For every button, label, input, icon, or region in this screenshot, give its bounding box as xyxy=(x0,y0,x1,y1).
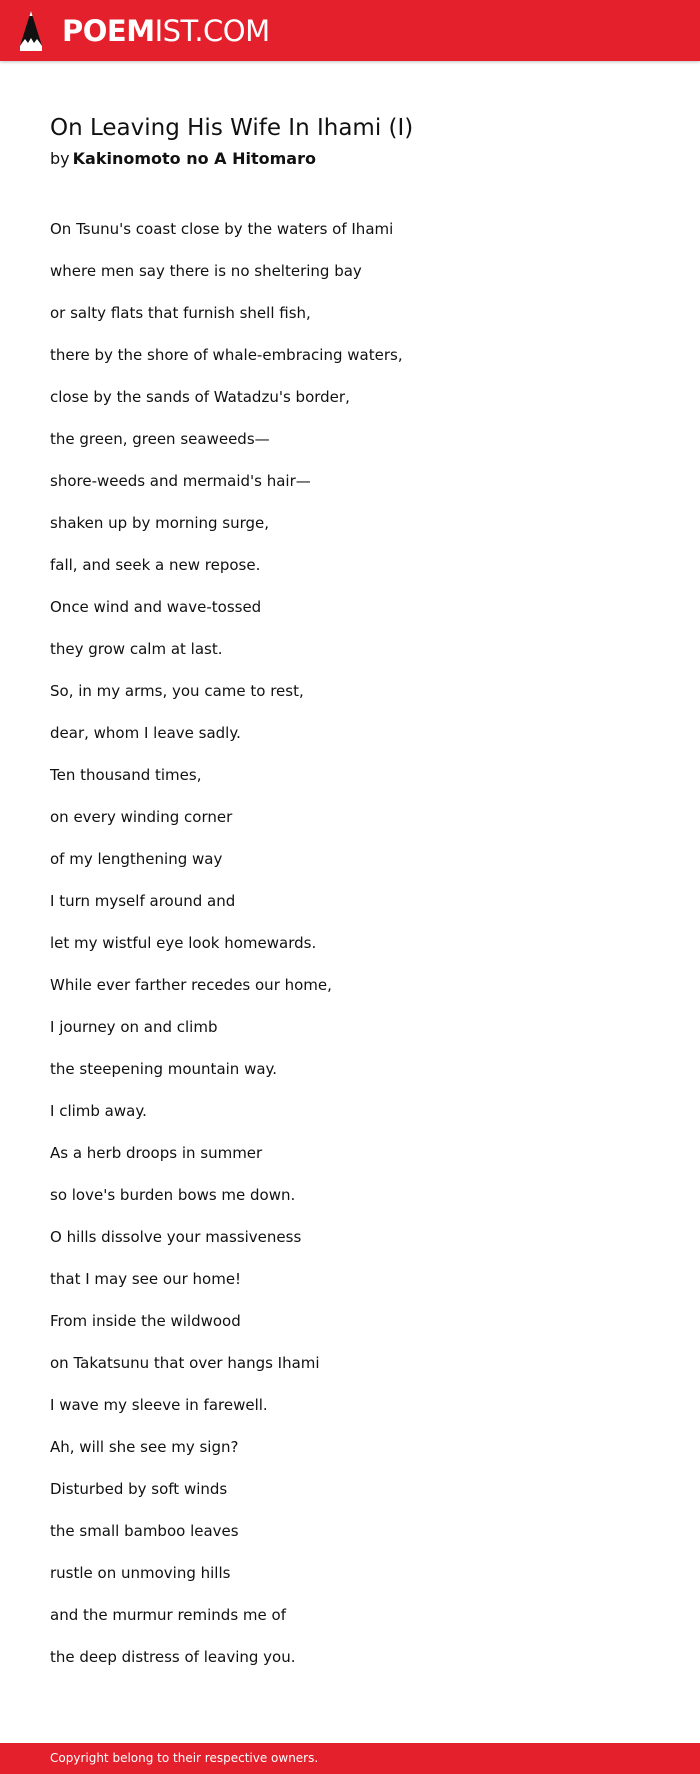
site-header xyxy=(0,0,700,61)
site-footer xyxy=(0,1743,700,1774)
poem-body xyxy=(50,218,650,1688)
poem-line: or salty flats that furnish shell fish, xyxy=(50,304,311,322)
poem-line: While ever farther recedes our home, xyxy=(50,976,332,994)
poem-line: the deep distress of leaving you. xyxy=(50,1648,296,1666)
poem-line: shaken up by morning surge, xyxy=(50,514,270,532)
poem-line: let my wistful eye look homewards. xyxy=(50,934,317,952)
poem-line: From inside the wildwood xyxy=(50,1312,241,1330)
poem-line: so love's burden bows me down. xyxy=(50,1186,296,1204)
poem-line: O hills dissolve your massiveness xyxy=(50,1228,302,1246)
poem-line: So, in my arms, you came to rest, xyxy=(50,682,304,700)
poem-line: fall, and seek a new repose. xyxy=(50,556,261,574)
poem-byline xyxy=(50,149,316,168)
poem-line: As a herb droops in summer xyxy=(50,1144,263,1162)
copyright-text: Copyright belong to their respective owners. xyxy=(50,1751,319,1765)
poem-line: and the murmur reminds me of xyxy=(50,1606,286,1624)
poem-line: the small bamboo leaves xyxy=(50,1522,239,1540)
poem-author: Kakinomoto no A Hitomaro xyxy=(72,149,316,168)
poem-line: Once wind and wave-tossed xyxy=(50,598,262,616)
poem-line: close by the sands of Watadzu's border, xyxy=(50,388,350,406)
logo-light-text: IST.COM xyxy=(154,13,270,48)
poem-line: there by the shore of whale-embracing waters, xyxy=(50,346,403,364)
poem-line: on every winding corner xyxy=(50,808,233,826)
poem-line: I journey on and climb xyxy=(50,1018,218,1036)
poem-line: I turn myself around and xyxy=(50,892,236,910)
poem-line: Disturbed by soft winds xyxy=(50,1480,228,1498)
pen-nib-icon xyxy=(18,10,44,52)
poem-line: they grow calm at last. xyxy=(50,640,223,658)
site-logo-link[interactable] xyxy=(18,9,270,53)
poem-line: dear, whom I leave sadly. xyxy=(50,724,241,742)
poem-line: I climb away. xyxy=(50,1102,147,1120)
poem-line: on Takatsunu that over hangs Ihami xyxy=(50,1354,320,1372)
site-logo-text xyxy=(62,13,270,48)
poem-line: I wave my sleeve in farewell. xyxy=(50,1396,268,1414)
poem-line: the green, green seaweeds— xyxy=(50,430,270,448)
poem-line: the steepening mountain way. xyxy=(50,1060,278,1078)
poem-line: where men say there is no sheltering bay xyxy=(50,262,362,280)
poem-line: Ten thousand times, xyxy=(50,766,202,784)
poem-line: shore-weeds and mermaid's hair— xyxy=(50,472,311,490)
by-label: by xyxy=(50,149,70,168)
poem-title: On Leaving His Wife In Ihami (I) xyxy=(50,115,414,141)
poem-line: Ah, will she see my sign? xyxy=(50,1438,239,1456)
logo-bold-text: POEM xyxy=(62,13,155,48)
poem-line: that I may see our home! xyxy=(50,1270,242,1288)
poem-line: rustle on unmoving hills xyxy=(50,1564,231,1582)
poem-line: On Tsunu's coast close by the waters of Ihami xyxy=(50,220,394,238)
poem-line: of my lengthening way xyxy=(50,850,223,868)
